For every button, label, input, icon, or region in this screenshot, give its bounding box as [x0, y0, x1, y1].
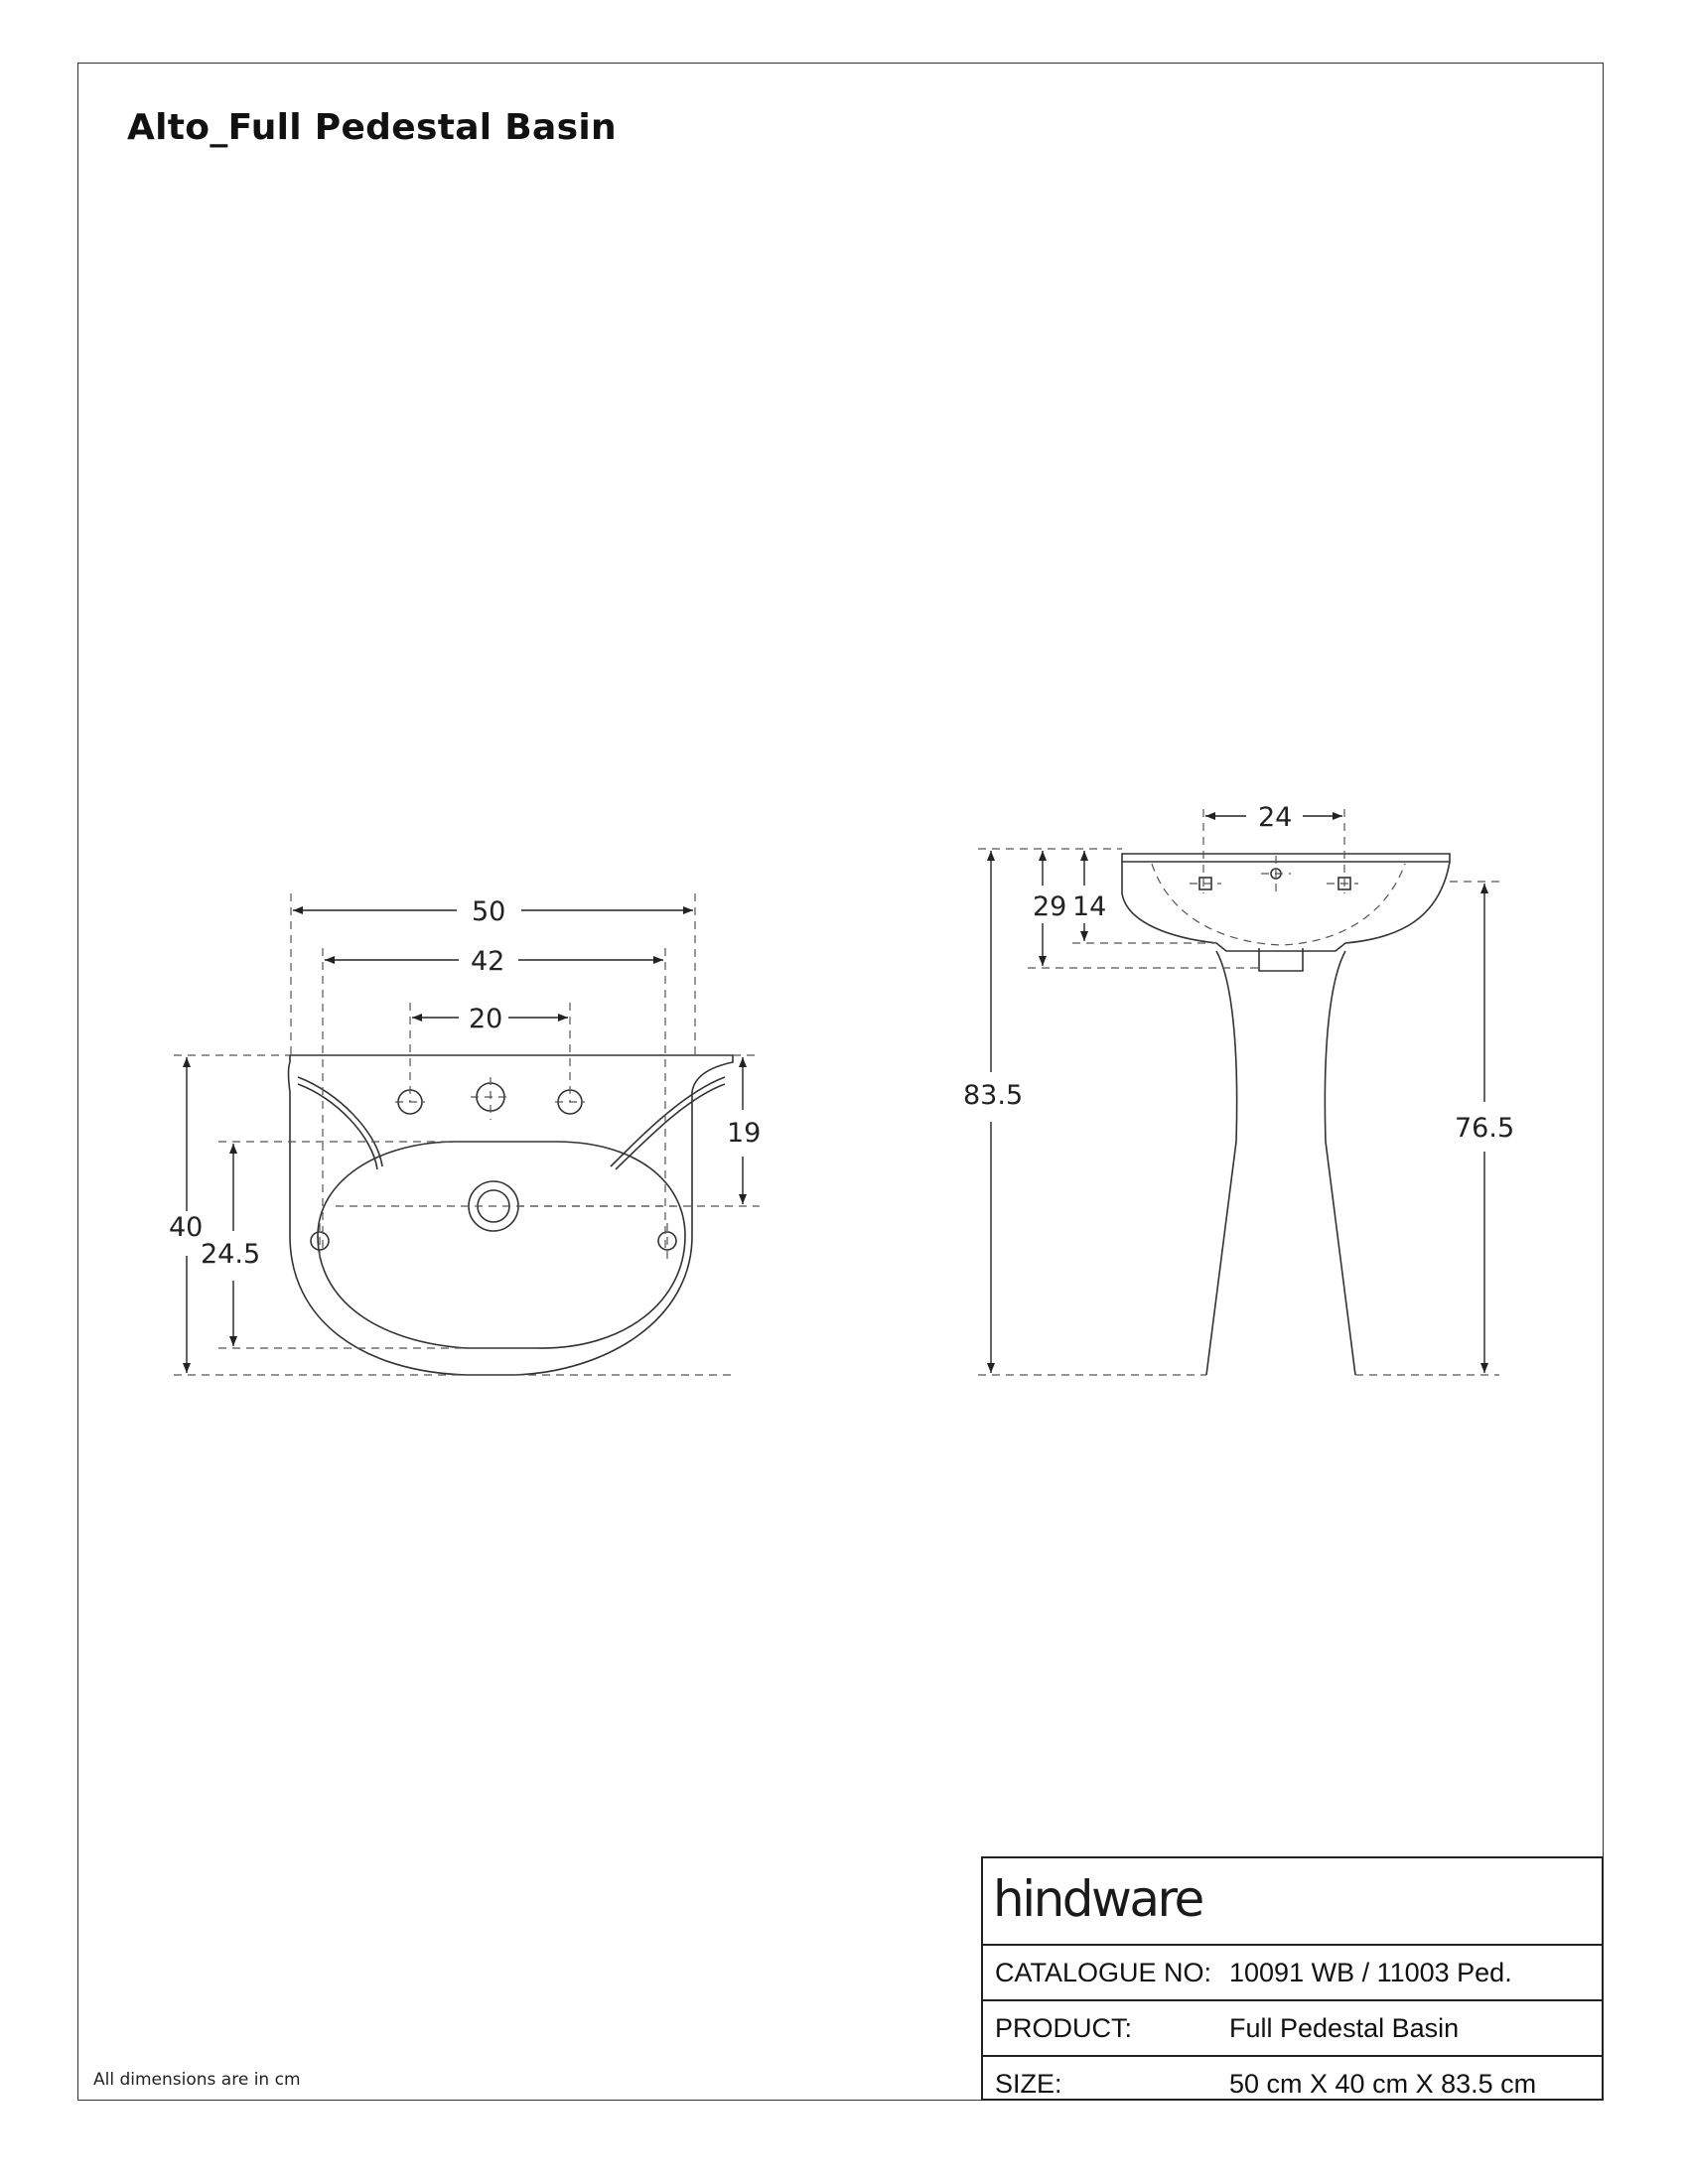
left-rim-curve — [298, 1077, 382, 1166]
size-value: 50 cm X 40 cm X 83.5 cm — [1229, 2069, 1537, 2099]
product-label: PRODUCT: — [995, 2013, 1133, 2043]
dim-rim-height: 76.5 — [1455, 1113, 1515, 1144]
dim-overall-depth: 40 — [169, 1212, 204, 1243]
dim-overall-width: 50 — [472, 896, 506, 927]
catalogue-row — [983, 1946, 1602, 2001]
product-value: Full Pedestal Basin — [1229, 2013, 1460, 2043]
dim-bowl-height: 14 — [1072, 891, 1107, 922]
right-rim-curve — [611, 1077, 725, 1166]
product-row — [983, 2001, 1602, 2057]
dim-overall-height: 83.5 — [963, 1080, 1024, 1111]
left-rim-curve-inner — [298, 1084, 377, 1169]
dim-tap-to-waste: 19 — [727, 1118, 762, 1149]
brand-cell — [983, 1858, 1602, 1946]
basin-rim — [1122, 854, 1450, 862]
catalogue-value: 10091 WB / 11003 Ped. — [1229, 1958, 1512, 1987]
dim-basin-height: 29 — [1033, 891, 1067, 922]
bowl-outline — [318, 1142, 685, 1348]
dimensions-note: All dimensions are in cm — [93, 2070, 301, 2090]
drawing-title: Alto_Full Pedestal Basin — [127, 107, 617, 148]
dim-inner-width: 42 — [471, 946, 505, 977]
top-view — [174, 893, 760, 1375]
dim-tap-spacing: 20 — [469, 1004, 503, 1034]
size-label: SIZE: — [995, 2069, 1062, 2099]
title-block — [981, 1856, 1604, 2101]
pedestal — [1206, 951, 1355, 1375]
basin-outline — [289, 1055, 734, 1375]
catalogue-label: CATALOGUE NO: — [995, 1958, 1212, 1987]
bowl-hidden-line — [1152, 864, 1405, 945]
dim-side-tap-spacing: 24 — [1258, 802, 1293, 833]
brand-logo: hindware — [993, 1870, 1202, 1928]
dim-bowl-depth: 24.5 — [201, 1239, 261, 1270]
size-row — [983, 2057, 1602, 2111]
